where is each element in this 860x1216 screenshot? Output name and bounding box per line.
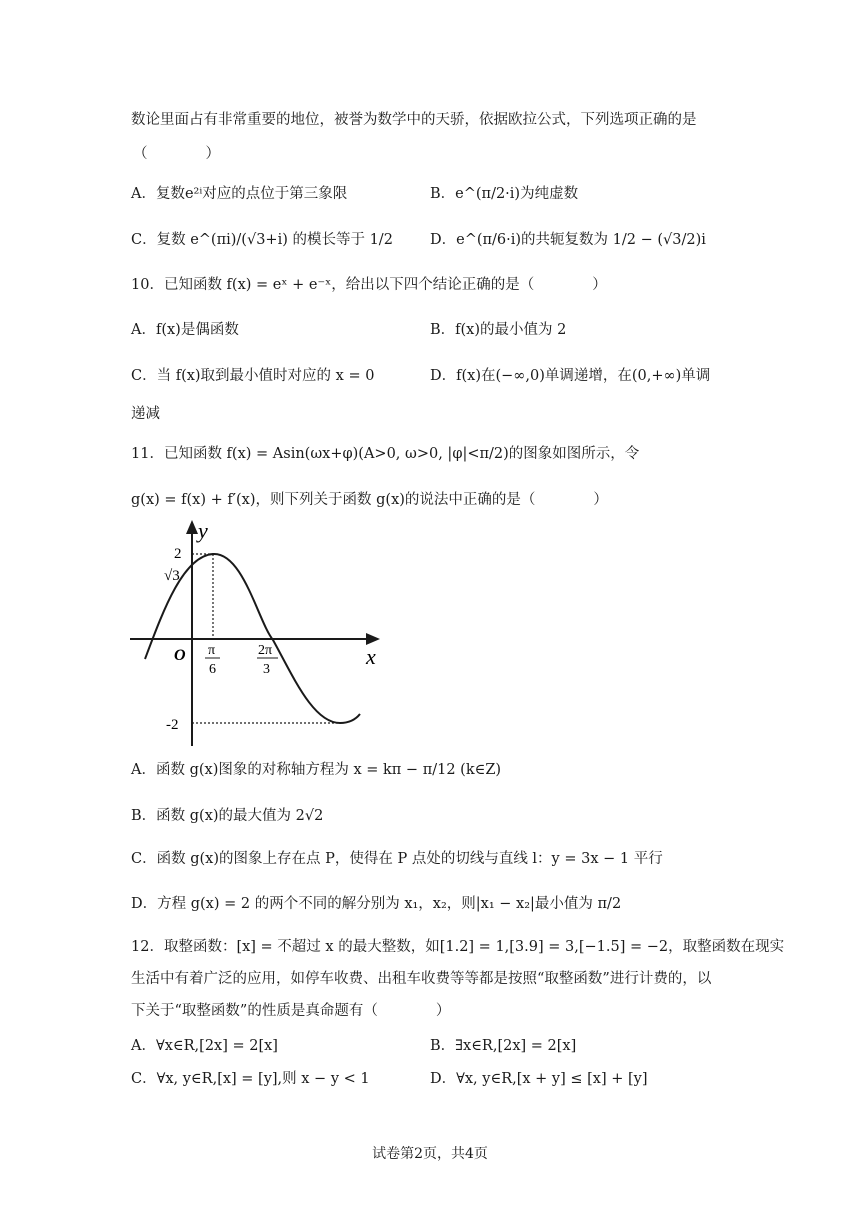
q12-stem-line2: 生活中有着广泛的应用，如停车收费、出租车收费等等都是按照“取整函数”进行计费的，以 (131, 971, 712, 987)
x-tick-pi-6-num: π (208, 643, 216, 658)
q12-option-d: D．∀x, y∈R,[x + y] ≤ [x] + [y] (430, 1071, 648, 1087)
q12-option-b: B．∃x∈R,[2x] = 2[x] (430, 1038, 577, 1054)
q9-stem-tail: 数论里面占有非常重要的地位，被誉为数学中的天骄，依据欧拉公式，下列选项正确的是 (131, 112, 697, 128)
q10-option-b: B．f(x)的最小值为 2 (430, 322, 567, 338)
page-footer: 试卷第2页，共4页 (372, 1146, 488, 1162)
x-axis-label: x (366, 644, 376, 669)
q10-stem: 10．已知函数 f(x) = eˣ + e⁻ˣ，给出以下四个结论正确的是（ ） (131, 277, 607, 293)
q11-stem-line2: g(x) = f(x) + f′(x)，则下列关于函数 g(x)的说法中正确的是（ ） (131, 492, 608, 508)
q9-answer-paren: （ ） (133, 146, 220, 162)
q10-option-c: C．当 f(x)取到最小值时对应的 x = 0 (131, 368, 375, 384)
y-axis-arrow (186, 520, 198, 534)
x-tick-pi-6-den: 6 (209, 662, 216, 677)
q9-option-c: C．复数 e^(πi)/(√3+i) 的模长等于 1/2 (131, 232, 393, 248)
q11-option-a: A．函数 g(x)图象的对称轴方程为 x = kπ − π/12 (k∈Z) (131, 762, 502, 778)
q10-option-a: A．f(x)是偶函数 (131, 322, 239, 338)
q12-option-a: A．∀x∈R,[2x] = 2[x] (131, 1038, 278, 1054)
q12-stem-line1: 12．取整函数：[x] = 不超过 x 的最大整数，如[1.2] = 1,[3.9] = 3,[−1.5] = −2，取整函数在现实 (131, 939, 785, 955)
sine-graph-figure (128, 516, 388, 748)
q11-stem-line1: 11．已知函数 f(x) = Asin(ωx+φ)(A>0, ω>0, |φ|<π/2)的图象如图所示，令 (131, 446, 640, 462)
q9-option-b: B．e^(π/2·i)为纯虚数 (430, 186, 579, 202)
q11-option-c: C．函数 g(x)的图象上存在点 P，使得在 P 点处的切线与直线 l：y = 3x − 1 平行 (131, 851, 663, 867)
q12-stem-line3: 下关于“取整函数”的性质是真命题有（ ） (131, 1003, 451, 1019)
y-tick-2: 2 (174, 546, 182, 562)
y-axis-label: y (198, 518, 208, 543)
origin-label: O (174, 647, 186, 664)
q11-option-b: B．函数 g(x)的最大值为 2√2 (131, 808, 324, 824)
q9-option-d: D．e^(π/6·i)的共轭复数为 1/2 − (√3/2)i (430, 232, 706, 248)
y-tick-neg2: -2 (166, 717, 179, 733)
q9-option-a: A．复数e²ⁱ对应的点位于第三象限 (131, 186, 348, 202)
q10-option-d: D．f(x)在(−∞,0)单调递增，在(0,+∞)单调 (430, 368, 711, 384)
x-tick-2pi-3-num: 2π (258, 643, 273, 658)
x-tick-2pi-3-den: 3 (263, 662, 270, 677)
q10-option-d-continued: 递减 (131, 406, 160, 422)
q12-option-c: C．∀x, y∈R,[x] = [y],则 x − y < 1 (131, 1071, 370, 1087)
q11-option-d: D．方程 g(x) = 2 的两个不同的解分别为 x₁，x₂，则|x₁ − x₂|最小值为 π/2 (131, 896, 622, 912)
y-tick-sqrt3: √3 (164, 568, 180, 584)
